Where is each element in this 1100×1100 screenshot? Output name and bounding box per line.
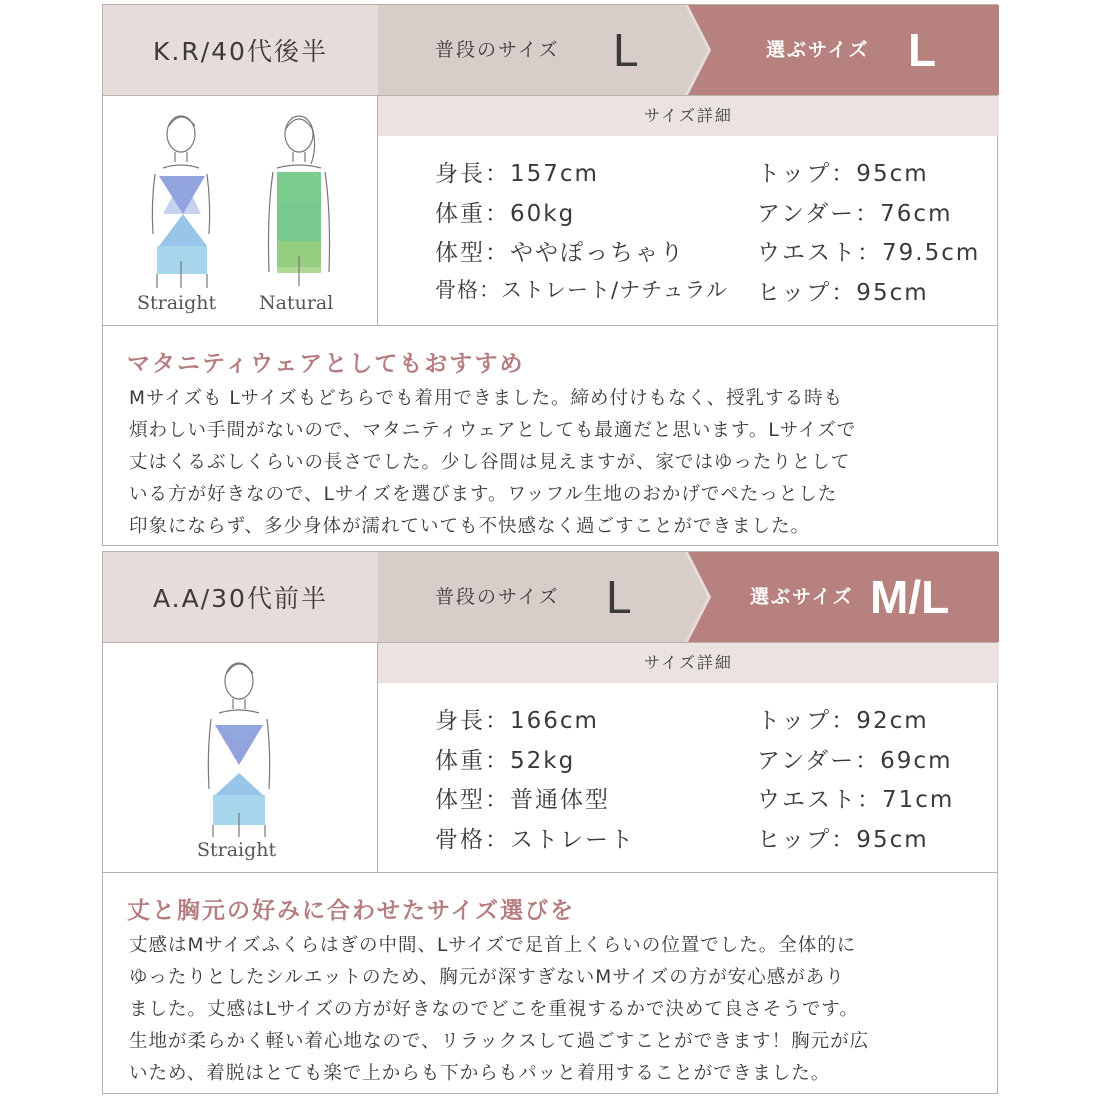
comment-line: 丈はくるぶしくらいの長さでした。少し谷間は見えますが、家ではゆったりとして xyxy=(129,452,851,473)
figure-label-natural: Natural xyxy=(259,292,334,314)
pick-size-block xyxy=(688,5,999,95)
detail-hip: ヒップ：95cm xyxy=(757,827,929,853)
figure-straight-illustration xyxy=(103,96,377,324)
usual-size-label: 普段のサイズ xyxy=(435,586,560,608)
detail-weight: 体重：52kg xyxy=(435,748,576,774)
detail-under: アンダー：76cm xyxy=(757,201,953,227)
pick-size-block xyxy=(688,552,999,642)
detail-frame-text: 骨格：ストレート/ナチュラル xyxy=(435,278,728,302)
body-type-figures xyxy=(103,643,377,871)
comment-line: 丈感はMサイズふくらはぎの中間、Lサイズで足首上くらいの位置でした。全体的に xyxy=(129,935,857,956)
size-header xyxy=(103,5,997,95)
figure-label-straight: Straight xyxy=(137,292,217,314)
detail-frame: 骨格：ストレート xyxy=(435,827,635,853)
comment-body xyxy=(129,383,979,543)
detail-waist: ウエスト：79.5cm xyxy=(757,240,981,266)
detail-top: トップ：92cm xyxy=(757,708,929,734)
comment-line: 生地が柔らかく軽い着心地なので、リラックスして過ごすことができます！胸元が広 xyxy=(129,1031,870,1052)
body-type-figures xyxy=(103,96,377,324)
usual-size-label: 普段のサイズ xyxy=(435,39,560,61)
detail-body-type: 体型：普通体型 xyxy=(435,787,610,813)
comment-title: 丈と胸元の好みに合わせたサイズ選びを xyxy=(127,898,576,924)
pick-size-label: 選ぶサイズ xyxy=(766,39,870,61)
divider xyxy=(103,872,997,873)
detail-height: 身長：166cm xyxy=(435,708,599,734)
pick-size-label: 選ぶサイズ xyxy=(750,586,854,608)
usual-size-value: L xyxy=(613,24,639,76)
pick-size-value: L xyxy=(908,24,937,76)
comment-line: 印象にならず、多少身体が濡れていても不快感なく過ごすことができました。 xyxy=(129,516,811,537)
pick-size-value: M/L xyxy=(870,571,950,623)
comment-line: いため、着脱はとても楽で上からも下からもパッと着用することができました。 xyxy=(129,1063,831,1084)
review-card-2 xyxy=(102,551,998,1094)
detail-height: 身長：157cm xyxy=(435,161,599,187)
reviewer-name: A.A/30代前半 xyxy=(103,552,378,642)
divider xyxy=(103,325,997,326)
review-card-1 xyxy=(102,4,998,546)
size-header xyxy=(103,552,997,642)
comment-line: ゆったりとしたシルエットのため、胸元が深すぎないMサイズの方が安心感があり xyxy=(129,967,845,988)
detail-top: トップ：95cm xyxy=(757,161,929,187)
comment-line: いる方が好きなので、Lサイズを選びます。ワッフル生地のおかげでぺたっとした xyxy=(129,484,838,505)
reviewer-name: K.R/40代後半 xyxy=(103,5,378,95)
comment-line: ました。丈感はLサイズの方が好きなのでどこを重視するかで決めて良さそうです。 xyxy=(129,999,859,1020)
detail-frame xyxy=(435,274,728,304)
usual-size-value: L xyxy=(606,571,632,623)
detail-hip: ヒップ：95cm xyxy=(757,280,929,306)
detail-weight: 体重：60kg xyxy=(435,201,576,227)
size-detail-header: サイズ詳細 xyxy=(378,643,999,683)
detail-waist: ウエスト：71cm xyxy=(757,787,955,813)
comment-body xyxy=(129,930,979,1090)
detail-body-type: 体型：ややぽっちゃり xyxy=(435,240,685,266)
comment-line: Mサイズも Lサイズもどちらでも着用できました。締め付けもなく、授乳する時も xyxy=(129,388,844,409)
comment-title: マタニティウェアとしてもおすすめ xyxy=(127,351,525,377)
figure-straight-illustration xyxy=(103,643,377,871)
size-detail-header: サイズ詳細 xyxy=(378,96,999,136)
comment-line: 煩わしい手間がないので、マタニティウェアとしても最適だと思います。Lサイズで xyxy=(129,420,857,441)
figure-label-straight: Straight xyxy=(197,839,277,861)
detail-under: アンダー：69cm xyxy=(757,748,953,774)
